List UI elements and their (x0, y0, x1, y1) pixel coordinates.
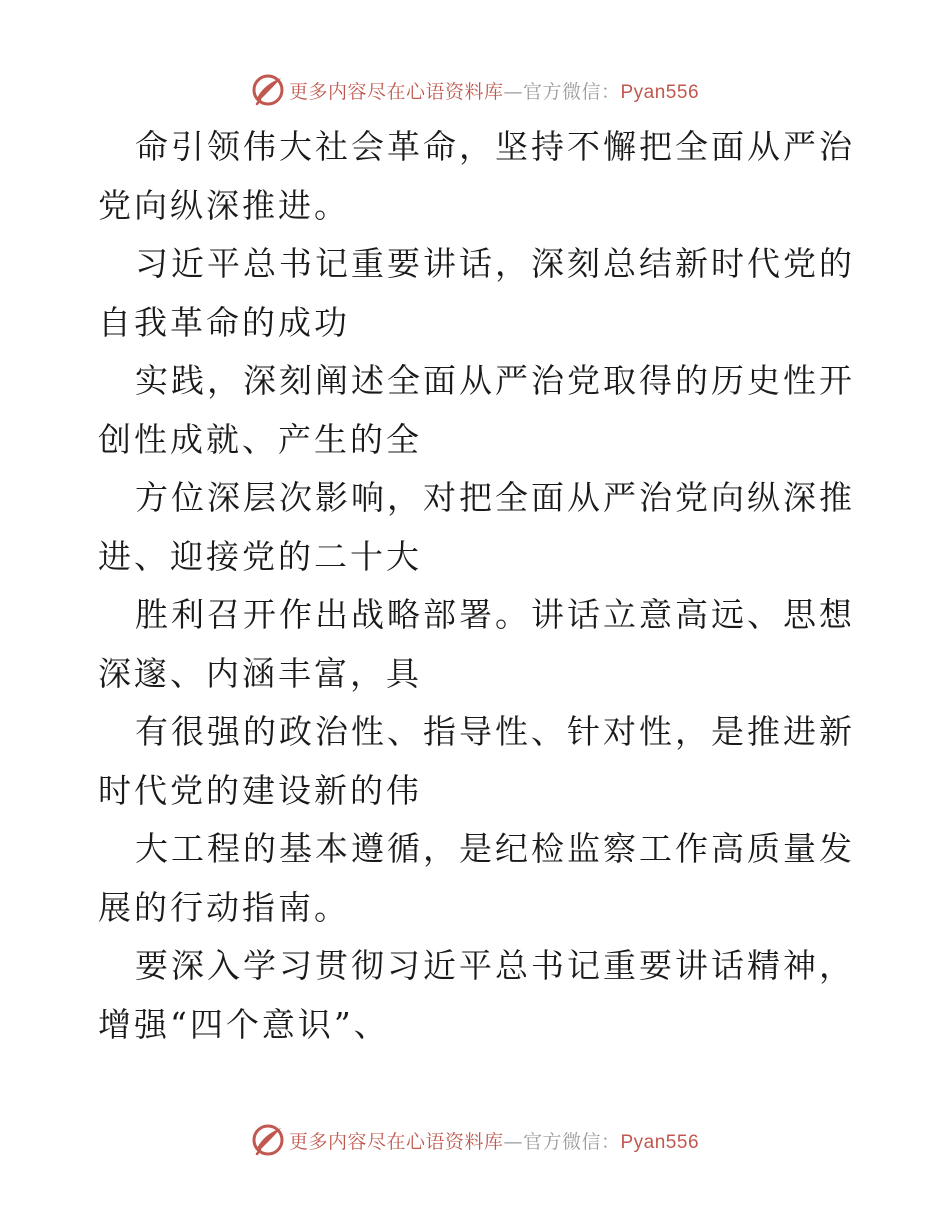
document-body (98, 118, 858, 1054)
paragraph: 胜利召开作出战略部署。讲话立意高远、思想深邃、内涵丰富，具 (98, 595, 855, 693)
paragraph: 要深入学习贯彻习近平总书记重要讲话精神，增强“四个意识”、 (98, 946, 855, 1044)
paragraph: 大工程的基本遵循，是纪检监察工作高质量发展的行动指南。 (98, 829, 855, 927)
watermark-text (289, 1127, 699, 1154)
paragraph: 实践，深刻阐述全面从严治党取得的历史性开创性成就、产生的全 (98, 361, 855, 459)
watermark-wechat-label: 官方微信： (522, 80, 621, 103)
pen-logo-icon (251, 1123, 285, 1157)
watermark-dash: — (503, 80, 523, 103)
watermark-dash: — (503, 1130, 523, 1153)
paragraph: 命引领伟大社会革命，坚持不懈把全面从严治党向纵深推进。 (98, 127, 855, 225)
pen-logo-icon (251, 73, 285, 107)
watermark-wechat-id: Pyan556 (620, 1131, 700, 1153)
watermark-main-text: 更多内容尽在心语资料库 (288, 1130, 504, 1153)
paragraph: 方位深层次影响，对把全面从严治党向纵深推进、迎接党的二十大 (98, 478, 855, 576)
paragraph: 习近平总书记重要讲话，深刻总结新时代党的自我革命的成功 (98, 244, 855, 342)
watermark-main-text: 更多内容尽在心语资料库 (288, 80, 504, 103)
watermark-wechat-label: 官方微信： (522, 1130, 621, 1153)
footer-watermark-banner (0, 1120, 950, 1160)
header-watermark-banner (0, 70, 950, 110)
watermark-text (289, 77, 699, 104)
paragraph: 有很强的政治性、指导性、针对性，是推进新时代党的建设新的伟 (98, 712, 855, 810)
watermark-wechat-id: Pyan556 (620, 81, 700, 103)
